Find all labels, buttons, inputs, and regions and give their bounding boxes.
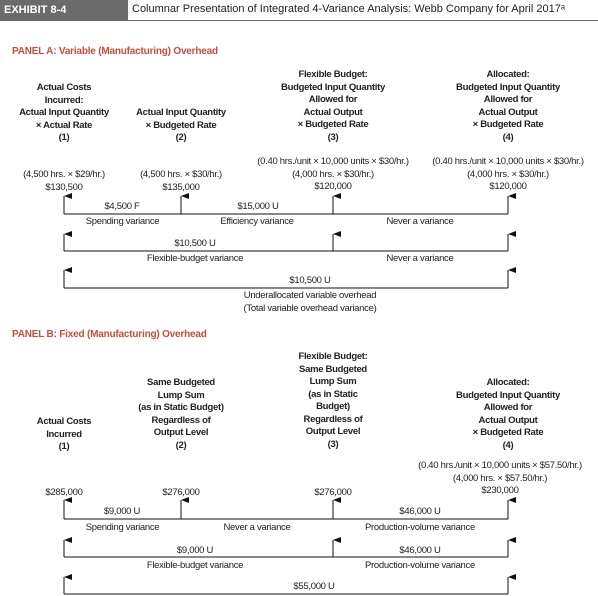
b-col2-line: Same Budgeted [147, 377, 215, 388]
b-col2-line: (2) [175, 439, 187, 451]
b-flexible-amount: $9,000 U [176, 545, 214, 556]
a-col3-line: × Budgeted Rate [297, 119, 369, 130]
b-col3-line: Lump Sum [309, 376, 357, 387]
a-col3-line: Actual Output [303, 106, 363, 118]
b-flexible-label: Flexible-budget variance [146, 560, 244, 571]
b-col1-line: Actual Costs [36, 416, 92, 427]
a-col2-line: × Budgeted Rate [145, 119, 217, 131]
b-col3-line: (3) [327, 438, 339, 450]
b-col4-header [440, 377, 576, 452]
a-calc2-formula: (4,500 hrs. × $30/hr.) [140, 169, 222, 180]
b-pv-amount: $46,000 U [399, 545, 441, 556]
a-never-variance: Never a variance [386, 216, 454, 227]
a-col2-line: (2) [175, 132, 187, 143]
a-calc1 [4, 169, 124, 194]
a-col1-line: (1) [58, 132, 70, 143]
b-total-amount: $55,000 U [293, 581, 335, 592]
b-col4-line: Allocated: [486, 377, 530, 388]
a-total-amount: $10,500 U [289, 275, 331, 286]
a-calc3-amount: $120,000 [314, 181, 352, 192]
b-volume-amount: $46,000 U [399, 506, 441, 517]
b-col2-line: Lump Sum [157, 389, 205, 401]
b-calc4-hours: (4,000 hrs. × $57.50/hr.) [452, 472, 548, 484]
b-col1-line: (1) [58, 441, 70, 452]
a-col4-line: × Budgeted Rate [472, 119, 544, 130]
b-spending-label: Spending variance [85, 522, 160, 533]
b-col4-line: Allowed for [483, 402, 533, 413]
a-col1-line: Incurred: [44, 94, 84, 106]
a-total-label-line2: (Total variable overhead variance) [243, 302, 377, 314]
a-col4-line: Budgeted Input Quantity [456, 81, 560, 93]
panel-a-title: PANEL A: Variable (Manufacturing) Overhead [12, 46, 218, 57]
a-col3-line: Allowed for [308, 94, 358, 105]
a-calc1-amount: $130,500 [45, 181, 83, 193]
a-total-label [210, 290, 410, 315]
b-col3-line: Budget) [316, 401, 350, 412]
b-col2-header [121, 377, 241, 452]
b-col2-line: Output Level [153, 427, 209, 438]
b-calc4-formula: (0.40 hrs./unit × 10,000 units × $57.50/hr.) [418, 460, 582, 471]
b-col4-line: Budgeted Input Quantity [456, 389, 560, 401]
b-col1-header [4, 416, 124, 454]
b-never-variance: Never a variance [223, 522, 291, 533]
b-pv-label: Production-volume variance [365, 560, 475, 571]
a-flexible-amount: $10,500 U [174, 238, 216, 249]
b-col2-line: Regardless of [151, 414, 211, 426]
a-spending-amount: $4,500 F [104, 201, 140, 212]
a-efficiency-amount: $15,000 U [237, 201, 279, 212]
panel-b-title: PANEL B: Fixed (Manufacturing) Overhead [12, 329, 207, 340]
a-col2-header [121, 107, 241, 145]
a-col4-header [440, 69, 576, 144]
a-calc3-formula: (0.40 hrs./unit × 10,000 units × $30/hr.) [257, 156, 409, 167]
a-calc3-hours: (4,000 hrs. × $30/hr.) [292, 168, 374, 180]
b-calc4-amount: $230,000 [481, 485, 519, 496]
exhibit-tag: EXHIBIT 8-4 [0, 0, 128, 20]
a-col3-line: Flexible Budget: [298, 69, 368, 80]
b-col3-line: Regardless of [303, 413, 363, 425]
b-amount1: $285,000 [45, 487, 83, 498]
a-calc4 [418, 156, 598, 194]
a-col1-header [4, 82, 124, 145]
b-col4-line: × Budgeted Rate [472, 427, 544, 438]
b-amount3: $276,000 [314, 487, 352, 498]
b-col3-line: Flexible Budget: [298, 351, 368, 362]
b-col4-line: (4) [502, 439, 514, 451]
a-calc2 [121, 169, 241, 194]
a-col4-line: (4) [502, 131, 514, 143]
a-col1-line: Actual Input Quantity [19, 107, 109, 118]
b-col3-line: (as in Static [308, 388, 358, 400]
a-calc1-formula: (4,500 hrs. × $29/hr.) [23, 169, 105, 180]
a-calc2-amount: $135,000 [162, 181, 200, 193]
a-col3-line: (3) [327, 131, 339, 143]
a-col3-line: Budgeted Input Quantity [281, 81, 385, 93]
a-col4-line: Actual Output [478, 106, 538, 118]
b-col1-line: Incurred [46, 428, 82, 440]
b-amount2: $276,000 [162, 487, 200, 498]
a-efficiency-label: Efficiency variance [220, 216, 294, 227]
a-col4-line: Allocated: [486, 69, 530, 80]
a-calc4-formula: (0.40 hrs./unit × 10,000 units × $30/hr.) [432, 156, 584, 167]
b-col3-line: Output Level [305, 426, 361, 437]
a-spending-label: Spending variance [85, 216, 160, 227]
b-volume-label: Production-volume variance [365, 522, 475, 533]
b-col3-header [268, 351, 398, 451]
a-col1-line: Actual Costs [36, 82, 92, 93]
b-calc4 [402, 460, 598, 498]
a-flexible-never: Never a variance [386, 253, 454, 264]
b-col3-line: Same Budgeted [299, 363, 367, 375]
a-total-label-line1: Underallocated variable overhead [243, 290, 377, 301]
a-col3-header [268, 69, 398, 144]
b-col2-line: (as in Static Budget) [138, 402, 224, 413]
b-spending-amount: $9,000 U [103, 506, 141, 517]
a-calc4-amount: $120,000 [489, 181, 527, 192]
a-calc3 [240, 156, 426, 194]
a-flexible-label: Flexible-budget variance [146, 253, 244, 264]
exhibit-title: Columnar Presentation of Integrated 4-Variance Analysis: Webb Company for April 2017ᵃ [132, 3, 565, 15]
a-col2-line: Actual Input Quantity [136, 107, 226, 118]
a-calc4-hours: (4,000 hrs. × $30/hr.) [467, 168, 549, 180]
a-col1-line: × Actual Rate [35, 119, 93, 131]
b-col4-line: Actual Output [478, 414, 538, 426]
a-col4-line: Allowed for [483, 94, 533, 105]
